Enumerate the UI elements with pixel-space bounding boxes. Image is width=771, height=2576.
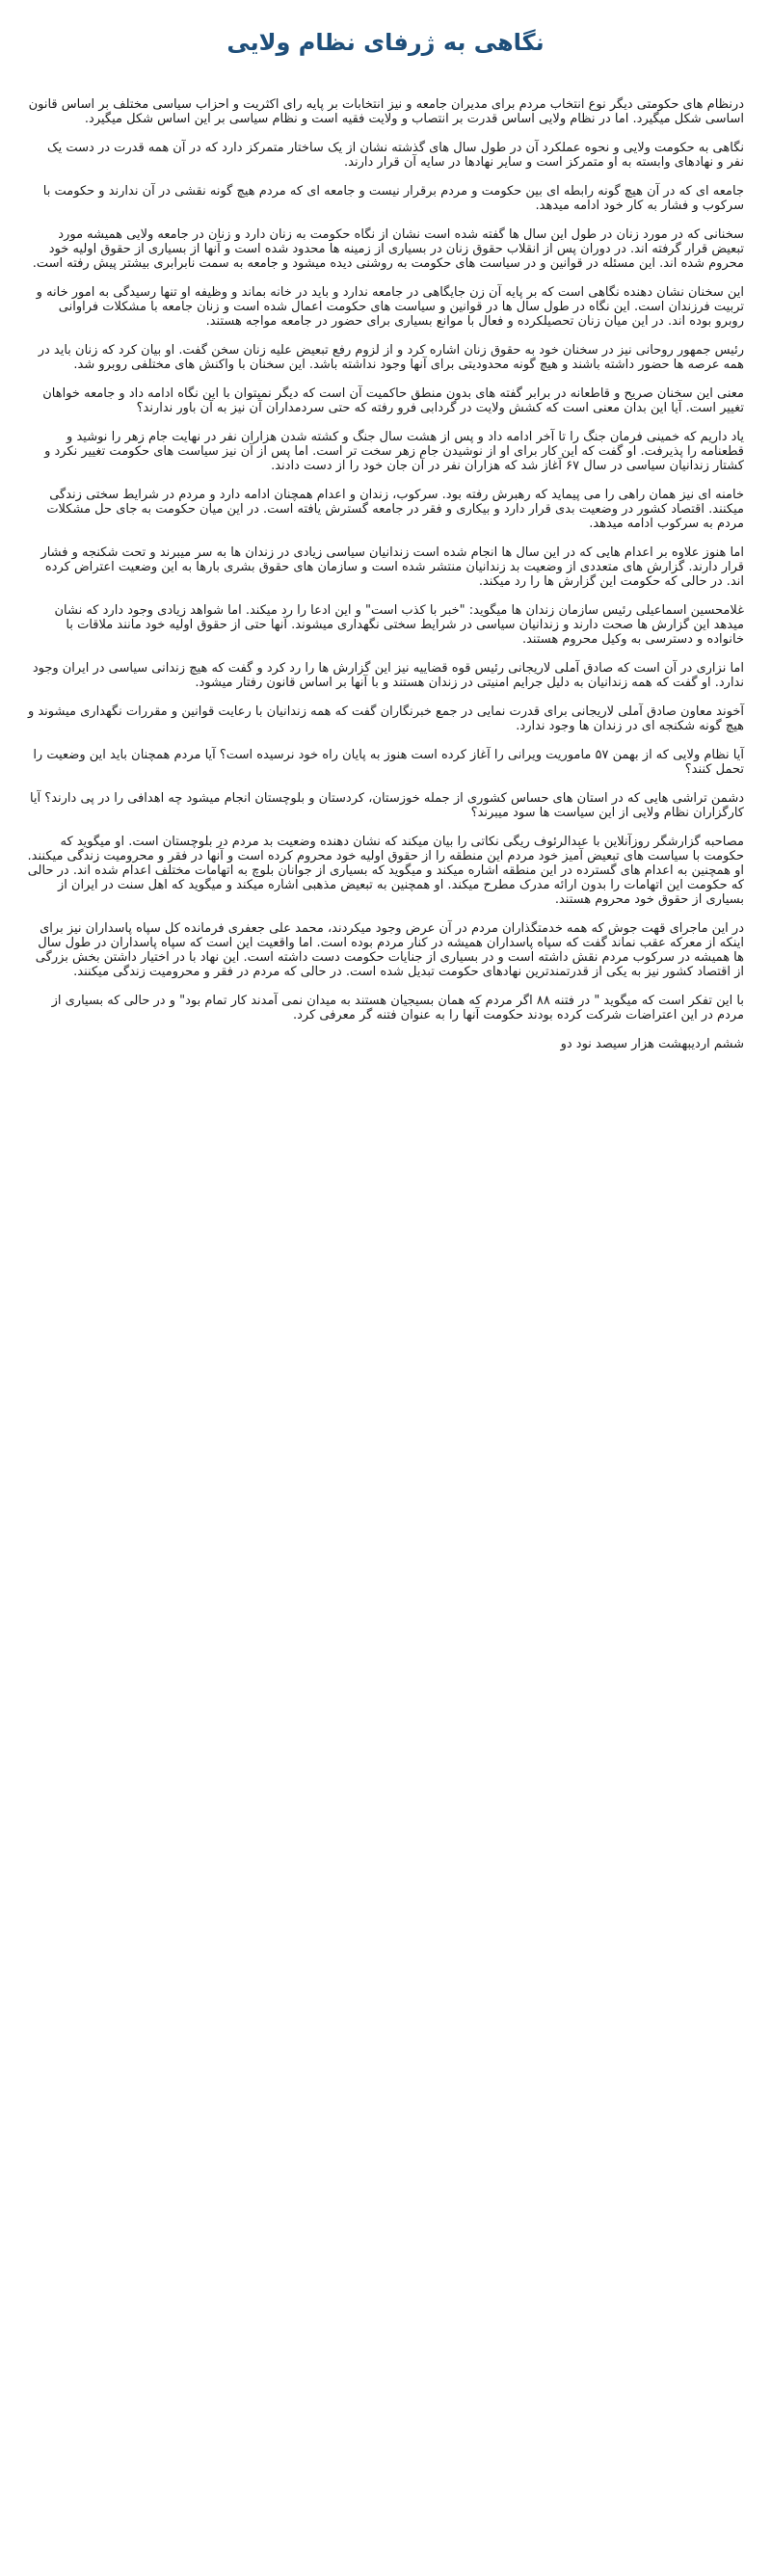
- article-paragraph: خامنه ای نیز همان راهی را می پیماید که رهبرش رفته بود. سرکوب، زندان و اعدام همچنان ادامه دارد و مردم در شرایط سختی زندگی میکنند. اقتصاد کشور در وضعیت بدی قرار دارد و بیکاری و فقر در جامعه گسترش یافته است. در این میان حکومت به جای حل مشکلات مردم به سرکوب ادامه میدهد.: [46, 487, 744, 531]
- article-paragraph: در این ماجرای قهت جوش که همه خدمتگذاران مردم در آن عرض وجود میکردند، محمد علی جعفری فرمانده کل سپاه پاسداران نیز برای اینکه از معرکه عقب نماند گفت که سپاه پاسداران همیشه در کنار مردم بوده است. اما واقعیت این است که سپاه پاسداران در طول سال ها همیشه در سرکوب مردم نقش داشته است و در بسیاری از جنایات حکومت دست داشته است. این نهاد با در اختیار داشتن بخش بزرگی از اقتصاد کشور نیز به یکی از قدرتمندترین نهادهای حکومت تبدیل شده است. در حالی که مردم در فقر و محرومیت زندگی میکنند.: [35, 920, 744, 979]
- article-paragraph: نگاهی به حکومت ولایی و نحوه عملکرد آن در طول سال های گذشته نشان از یک ساختار متمرکز دارد که در آن همه قدرت در دست یک نفر و نهادهای وابسته به او متمرکز است و سایر نهادها در سایه آن قرار دارند.: [46, 140, 744, 170]
- article-paragraph: سخنانی که در مورد زنان در طول این سال ها گفته شده است نشان از نگاه حکومت به زنان دارد و زنان در جامعه ولایی همیشه مورد تبعیض قرار گرفته اند. در دوران پس از انقلاب حقوق زنان در بسیاری از زمینه ها محدود شده است و آنها از بسیاری از حقوق اولیه خود محروم شده اند. این مسئله در قوانین و در سیاست های حکومت به روشنی دیده میشود و جامعه به سمت نابرابری بیشتر پیش رفته است.: [32, 226, 744, 271]
- article-paragraph: جامعه ای که در آن هیچ گونه رابطه ای بین حکومت و مردم برقرار نیست و جامعه ای که مردم هیچ گونه نقشی در آن ندارند و حکومت با سرکوب و فشار به کار خود ادامه میدهد.: [42, 183, 744, 213]
- article-paragraph: با این تفکر است که میگوید " در فتنه ۸۸ اگر مردم که همان بسیجیان هستند به میدان نمی آمدند کار تمام بود" و در حالی که بسیاری از مردم در این اعتراضات شرکت کرده بودند حکومت آنها را به عنوان فتنه گر معرفی کرد.: [51, 993, 744, 1022]
- page-title: نگاهی به ژرفای نظام ولایی: [226, 29, 545, 56]
- article-paragraph: اما نزاری در آن است که صادق آملی لاریجانی رئیس قوه قضاییه نیز این گزارش ها را رد کرد و گفت که هیچ زندانی سیاسی در ایران وجود ندارد. او گفت که همه زندانیان به دلیل جرایم امنیتی در زندان هستند و با آنها بر اساس قانون رفتار میشود.: [32, 660, 744, 690]
- article-paragraph: ششم اردیبهشت هزار سیصد نود دو: [560, 1036, 744, 1051]
- article-paragraph: یاد داریم که خمینی فرمان جنگ را تا آخر ادامه داد و پس از هشت سال جنگ و کشته شدن هزاران نفر در نهایت جام زهر را نوشید و قطعنامه را پذیرفت. او گفت که این کار برای او از نوشیدن جام زهر سخت تر است. اما پس از آن نیز سیاست های حکومت تغییر نکرد و کشتار زندانیان سیاسی در سال ۶۷ آغاز شد که هزاران نفر در آن جان خود را از دست دادند.: [44, 429, 744, 473]
- article-body: [27, 97, 744, 1051]
- article-paragraph: دشمن تراشی هایی که در استان های حساس کشوری از جمله خوزستان، کردستان و بلوچستان انجام میشود چه اهدافی را در پی دارند؟ آیا کارگزاران نظام ولایی از این سیاست ها سود میبرند؟: [29, 790, 744, 820]
- article-paragraph: مصاحبه گزارشگر روزآنلاین با عبدالرئوف ریگی نکاتی را بیان میکند که نشان دهنده وضعیت بد مردم در بلوچستان است. او میگوید که حکومت با سیاست های تبعیض آمیز خود مردم این منطقه را از حقوق اولیه خود محروم کرده است و آنها در فقر و محرومیت زندگی میکنند. او همچنین به اعدام های گسترده در این منطقه اشاره میکند و میگوید که بسیاری از جوانان بلوچ به اتهامات مختلف اعدام شده اند. در حالی که حکومت این اتهامات را بدون ارائه مدرک مطرح میکند. او همچنین به تبعیض مذهبی اشاره میکند و میگوید که اهل سنت در ایران از بسیاری از حقوق خود محروم هستند.: [27, 834, 744, 907]
- article-paragraph: درنظام های حکومتی دیگر نوع انتخاب مردم برای مدیران جامعه و نیز انتخابات بر پایه رای اکثریت و احزاب سیاسی مختلف بر اساس قانون اساسی شکل میگیرد. اما در نظام ولایی اساس قدرت بر انتصاب و ولایت فقیه است و نظام سیاسی بر این اساس شکل میگیرد.: [28, 96, 744, 126]
- article-paragraph: معنی این سخنان صریح و قاطعانه در برابر گفته های بدون منطق حاکمیت آن است که دیگر نمیتوان با این نگاه ادامه داد و جامعه خواهان تغییر است. آیا این بدان معنی است که کشش ولایت در گردابی فرو رفته که حتی سردمداران آن نیز به آن باور ندارند؟: [42, 385, 744, 415]
- article-paragraph: آخوند معاون صادق آملی لاریجانی برای قدرت نمایی در جمع خبرنگاران گفت که همه زندانیان با رعایت قوانین و مقررات نگهداری میشوند و هیچ گونه شکنجه ای در زندان ها وجود ندارد.: [27, 704, 744, 733]
- article-page: [0, 0, 771, 1051]
- article-paragraph: اما هنوز علاوه بر اعدام هایی که در این سال ها انجام شده است زندانیان سیاسی زیادی در زندان ها به سر میبرند و تحت شکنجه و فشار قرار دارند. گزارش های متعددی از وضعیت بد زندانیان منتشر شده است و سازمان های حقوق بشری بارها به این وضعیت اعتراض کرده اند. در حالی که حکومت این گزارش ها را رد میکند.: [40, 544, 744, 589]
- article-paragraph: این سخنان نشان دهنده نگاهی است که بر پایه آن زن جایگاهی در جامعه ندارد و باید در خانه بماند و وظیفه او تنها رسیدگی به امور خانه و تربیت فرزندان است. این نگاه در طول سال ها در قوانین و سیاست های حکومت اعمال شده است و زنان جامعه با مشکلات فراوانی روبرو بوده اند. در این میان زنان تحصیلکرده و فعال با موانع بسیاری برای حضور در جامعه مواجه هستند.: [36, 284, 744, 329]
- article-paragraph: غلامحسین اسماعیلی رئیس سازمان زندان ها میگوید: "خبر با کذب است" و این ادعا را رد میکند. اما شواهد زیادی وجود دارد که نشان میدهد این گزارش ها صحت دارند و زندانیان سیاسی در شرایط سختی نگهداری میشوند. آنها حتی از حقوق اولیه خود مانند ملاقات با خانواده و دسترسی به وکیل محروم هستند.: [54, 602, 744, 647]
- article-paragraph: رئیس جمهور روحانی نیز در سخنان خود به حقوق زنان اشاره کرد و از لزوم رفع تبعیض علیه زنان سخن گفت. او بیان کرد که زنان باید در همه عرصه ها حضور داشته باشند و هیچ گونه محدودیتی برای آنها وجود نداشته باشد. این سخنان با واکنش های مختلفی روبرو شد.: [38, 342, 744, 372]
- article-paragraph: آیا نظام ولایی که از بهمن ۵۷ ماموریت ویرانی را آغاز کرده است هنوز به پایان راه خود نرسیده است؟ آیا مردم همچنان باید این وضعیت را تحمل کنند؟: [33, 747, 744, 777]
